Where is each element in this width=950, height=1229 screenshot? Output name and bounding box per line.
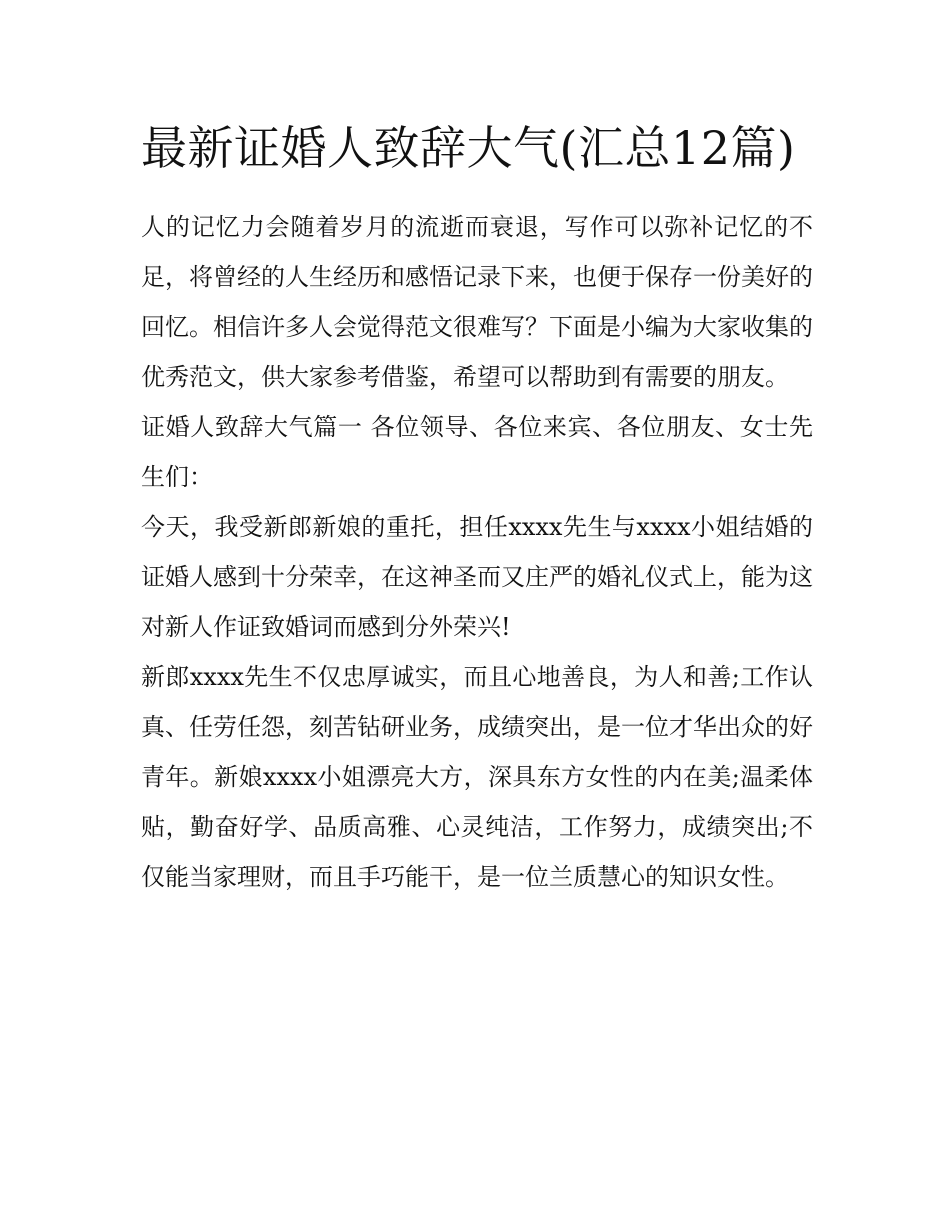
document-title: 最新证婚人致辞大气(汇总12篇) (141, 121, 796, 175)
paragraph-honor: 今天，我受新郎新娘的重托，担任xxxx先生与xxxx小姐结婚的证婚人感到十分荣幸，在这神圣而又庄严的婚礼仪式上，能为这对新人作证致婚词而感到分外荣兴! (141, 513, 813, 641)
paragraph-intro: 人的记忆力会随着岁月的流逝而衰退，写作可以弥补记忆的不足，将曾经的人生经历和感悟记录下来，也便于保存一份美好的回忆。相信许多人会觉得范文很难写？下面是小编为大家收集的优秀范文，供大家参考借鉴，希望可以帮助到有需要的朋友。 (141, 213, 813, 391)
document-body (141, 112, 813, 902)
paragraph-section-heading: 证婚人致辞大气篇一 各位领导、各位来宾、各位朋友、女士先生们： (141, 413, 813, 491)
paragraph-couple-description: 新郎xxxx先生不仅忠厚诚实，而且心地善良，为人和善;工作认真、任劳任怨，刻苦钻研业务，成绩突出，是一位才华出众的好青年。新娘xxxx小姐漂亮大方，深具东方女性的内在美;温柔体贴，勤奋好学、品质高雅、心灵纯洁，工作努力，成绩突出;不仅能当家理财，而且手巧能干，是一位兰质慧心的知识女性。 (141, 663, 813, 891)
